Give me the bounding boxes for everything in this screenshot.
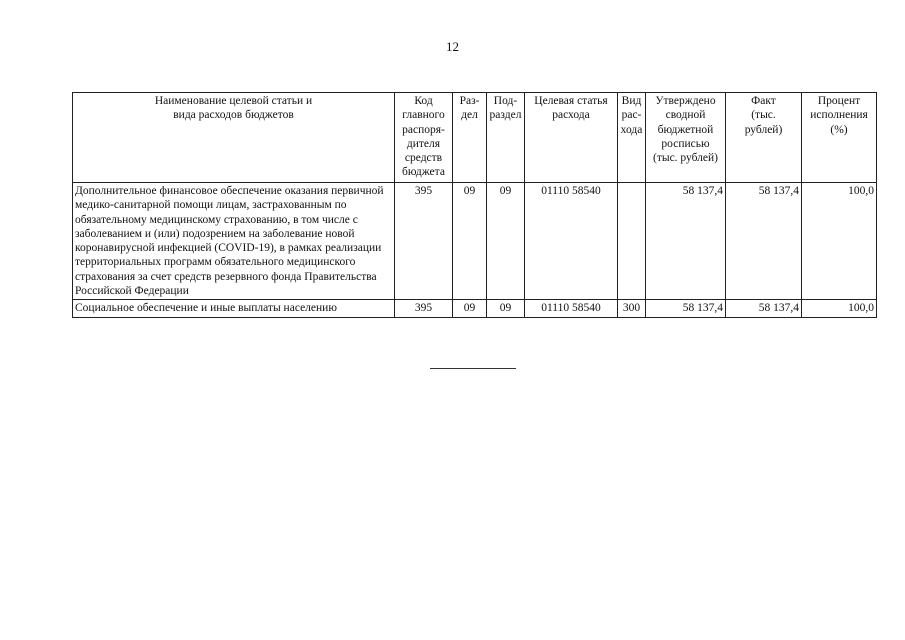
row-section: 09 bbox=[453, 300, 487, 317]
header-percent: Процент исполнения (%) bbox=[802, 93, 877, 183]
header-expense-kind: Вид рас- хода bbox=[618, 93, 646, 183]
row-name: Дополнительное финансовое обеспечение оказания первичной медико-санитарной помощи лицам, застрахованным по обязательному медицинскому страхованию, в том числе с заболеванием и (или) подозрением на заболевание новой коронавирусной инфекцией (COVID-19), в рамках реализации территориальных программ обязательного медицинского страхования за счет средств резервного фонда Правительства Российской Федерации bbox=[73, 183, 395, 300]
row-gr-code: 395 bbox=[395, 183, 453, 300]
row-name: Социальное обеспечение и иные выплаты населению bbox=[73, 300, 395, 317]
header-subsection: Под- раздел bbox=[487, 93, 525, 183]
budget-execution-table bbox=[72, 92, 877, 318]
page-number: 12 bbox=[446, 39, 459, 54]
row-expense-kind: 300 bbox=[618, 300, 646, 317]
row-target-article: 01110 58540 bbox=[525, 183, 618, 300]
row-target-article: 01110 58540 bbox=[525, 300, 618, 317]
table-header-row bbox=[73, 93, 877, 183]
row-approved: 58 137,4 bbox=[646, 300, 726, 317]
table-row bbox=[73, 300, 877, 317]
row-percent: 100,0 bbox=[802, 183, 877, 300]
header-approved: Утверждено сводной бюджетной росписью (тыс. рублей) bbox=[646, 93, 726, 183]
table-row bbox=[73, 183, 877, 300]
footnote-divider bbox=[430, 368, 516, 369]
header-section: Раз- дел bbox=[453, 93, 487, 183]
row-subsection: 09 bbox=[487, 183, 525, 300]
header-gr-code: Код главного распоря- дителя средств бюджета bbox=[395, 93, 453, 183]
header-target-article: Целевая статья расхода bbox=[525, 93, 618, 183]
row-approved: 58 137,4 bbox=[646, 183, 726, 300]
row-subsection: 09 bbox=[487, 300, 525, 317]
row-section: 09 bbox=[453, 183, 487, 300]
header-fact: Факт (тыс. рублей) bbox=[726, 93, 802, 183]
row-fact: 58 137,4 bbox=[726, 183, 802, 300]
row-fact: 58 137,4 bbox=[726, 300, 802, 317]
row-gr-code: 395 bbox=[395, 300, 453, 317]
header-name: Наименование целевой статьи и вида расходов бюджетов bbox=[73, 93, 395, 183]
row-expense-kind bbox=[618, 183, 646, 300]
row-percent: 100,0 bbox=[802, 300, 877, 317]
